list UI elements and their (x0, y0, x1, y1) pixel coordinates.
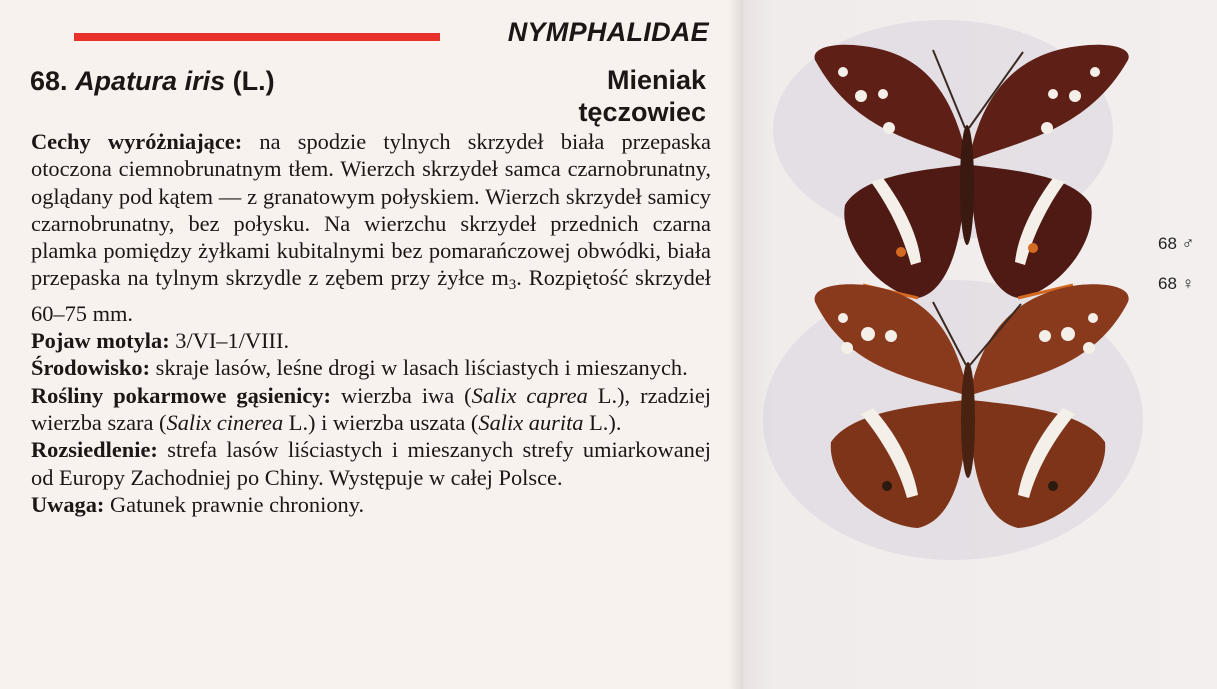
distribution-paragraph (31, 436, 711, 491)
common-name-line2: tęczowiec (578, 97, 706, 127)
red-header-rule (74, 33, 440, 41)
note-text: Gatunek prawnie chroniony. (104, 491, 365, 517)
note-label: Uwaga: (31, 491, 105, 517)
plants-text-2: L.), rzadziej wierzba szara ( (31, 382, 711, 435)
features-paragraph (31, 128, 711, 327)
flight-paragraph (31, 327, 711, 354)
male-left-eyespot (896, 247, 906, 257)
common-name (578, 64, 706, 128)
female-plate-label: 68 ♀ (1158, 274, 1195, 293)
male-body (960, 125, 974, 245)
plants-species-3: Salix aurita (478, 409, 584, 435)
features-subscript: 3 (508, 277, 517, 294)
features-text: na spodzie tylnych skrzydeł biała przepaska otoczona ciemnobrunatnym tłem. Wierzch skrzydeł samca czarnobrunatny, oglądany pod kątem — z granatowym połyskiem. Wierzch skrzydeł samicy czarnobrunatny, bez połysku. Na wierzchu skrzydeł przednich czarna plamka pomiędzy żyłkami kubitalnymi bez pomarańczowej obwódki, biała przepaska na tylnym skrzydle z zębem przy żyłce m (31, 129, 711, 291)
female-right-eyespot (1048, 481, 1058, 491)
plants-species-2: Salix cinerea (166, 409, 284, 435)
plants-text-3: L.) i wierzba uszata ( (283, 409, 479, 435)
butterfly-plate (743, 0, 1217, 689)
plants-text-1: wierzba iwa ( (330, 382, 472, 408)
note-paragraph (31, 491, 711, 518)
plants-label: Rośliny pokarmowe gąsienicy: (31, 382, 331, 408)
plants-text-4: L.). (583, 409, 622, 435)
habitat-label: Środowisko: (31, 355, 151, 381)
female-left-eyespot (882, 481, 892, 491)
right-page (743, 0, 1217, 689)
features-label: Cechy wyróżniające: (31, 129, 243, 154)
species-scientific-name: Apatura iris (75, 66, 226, 96)
male-plate-label: 68 ♂ (1158, 234, 1195, 253)
family-heading: NYMPHALIDAE (507, 17, 709, 47)
plants-paragraph (31, 382, 711, 437)
species-number: 68. (30, 66, 68, 96)
distribution-text: strefa lasów liściastych i mieszanych strefy umiarkowanej od Europy Zachodniej po Chiny. Występuje w całej Polsce. (31, 437, 711, 490)
flight-label: Pojaw motyla: (31, 328, 170, 354)
habitat-paragraph (31, 354, 711, 381)
species-title (30, 66, 275, 97)
female-body (961, 362, 975, 478)
male-right-eyespot (1028, 243, 1038, 253)
plants-species-1: Salix caprea (471, 382, 588, 408)
common-name-line1: Mieniak (606, 65, 706, 95)
flight-text: 3/VI–1/VIII. (169, 328, 290, 354)
distribution-label: Rozsiedlenie: (31, 437, 158, 463)
species-author: (L.) (232, 66, 275, 96)
description-body (31, 128, 711, 518)
features-text-end: . Rozpiętość skrzydeł 60–75 mm. (31, 265, 712, 326)
habitat-text: skraje lasów, leśne drogi w lasach liściastych i mieszanych. (150, 355, 688, 381)
